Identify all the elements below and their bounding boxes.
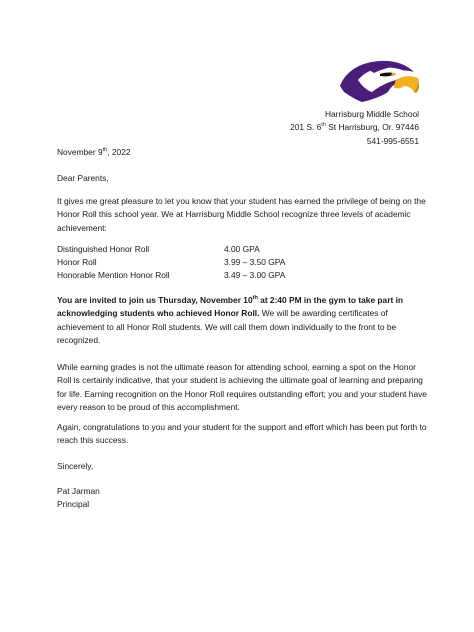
signer-name: Pat Jarman [57, 486, 100, 496]
honor-level-gpa: 3.99 – 3.50 GPA [224, 257, 286, 267]
congratulations-paragraph: Again, congratulations to you and your student for the support and effort which has been put forth to reach this success. [57, 422, 427, 446]
invite-rest: We will be awarding certificates of achievement to all Honor Roll students. We will call them down individually to the front to be recognized. [57, 308, 397, 346]
invite-bold-part2: at 2:40 PM in the gym to take part in acknowledging students who achieved Honor Roll. [57, 295, 404, 319]
letter-date [57, 146, 131, 159]
street-sup: th [321, 122, 326, 129]
honor-level-row [57, 256, 285, 269]
date-sup: th [102, 147, 108, 153]
honor-level-name: Honor Roll [57, 257, 97, 267]
honor-level-row [57, 243, 260, 256]
invite-bold-sup: th [252, 295, 258, 301]
school-name: Harrisburg Middle School [324, 109, 419, 119]
honor-level-name: Distinguished Honor Roll [57, 244, 150, 254]
honor-level-gpa: 4.00 GPA [224, 244, 260, 254]
honor-level-name: Honorable Mention Honor Roll [57, 270, 170, 280]
intro-paragraph: It gives me great pleasure to let you know that your student has earned the privilege of being on the Honor Roll this school year. We at Harrisburg Middle School recognize three levels of academic achievement: [57, 196, 426, 233]
school-street [290, 121, 419, 134]
honor-level-row [57, 269, 285, 282]
invitation-paragraph [57, 294, 427, 348]
invite-bold-part1: You are invited to join us Thursday, November 10 [57, 295, 253, 305]
closing: Sincerely, [57, 461, 94, 471]
greeting: Dear Parents, [57, 173, 109, 183]
street-part2: St Harrisburg, Or. 97446 [325, 122, 419, 133]
date-part1: November 9 [57, 147, 103, 157]
street-part1: 201 S. 6 [290, 122, 322, 133]
signer-title: Principal [57, 499, 90, 509]
honor-level-gpa: 3.49 – 3.00 GPA [224, 270, 286, 280]
date-part2: , 2022 [107, 147, 131, 157]
encouragement-paragraph: While earning grades is not the ultimate reason for attending school, earning a spot on the Honor Roll is certainly indicative, that your student is achieving the ultimate goal of learning and preparing for life. Earning recognition on the Honor Roll requires outstanding effort; you and your student have every reason to be proud of this accomplishment. [57, 362, 427, 413]
school-phone: 541-995-6551 [366, 135, 419, 146]
school-address-block [290, 108, 419, 148]
eagle-head-icon [336, 56, 422, 106]
